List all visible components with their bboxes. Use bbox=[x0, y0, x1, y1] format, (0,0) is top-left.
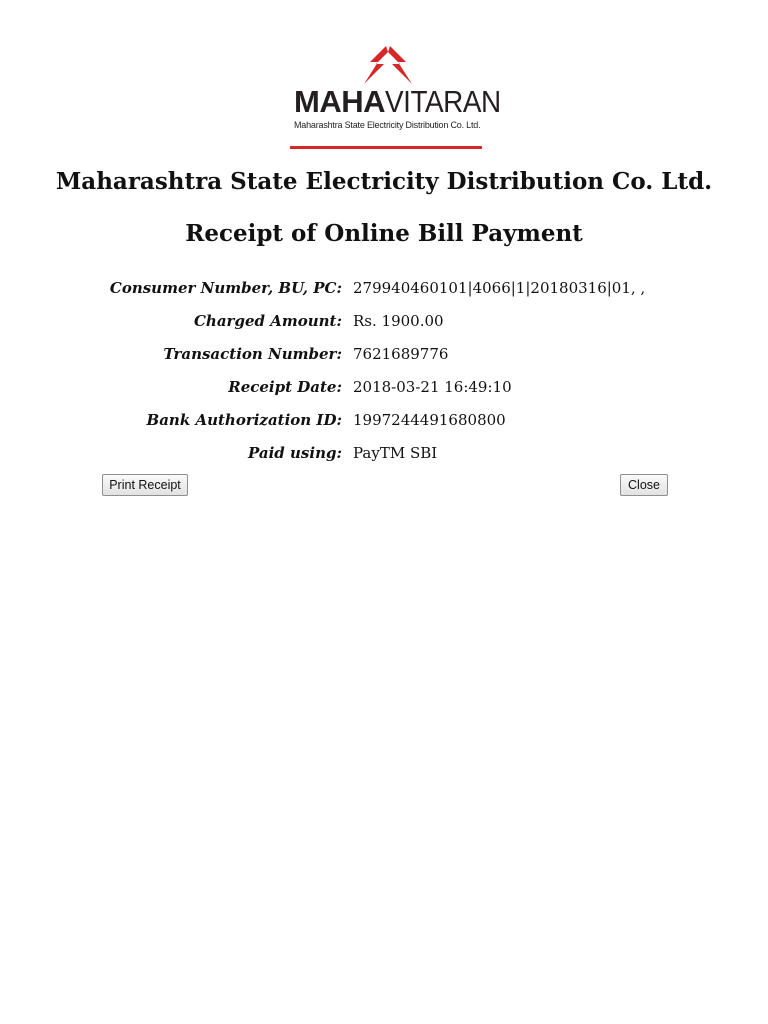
detail-value: Rs. 1900.00 bbox=[353, 312, 444, 330]
lightning-bolt-icon bbox=[350, 44, 422, 86]
print-receipt-button[interactable]: Print Receipt bbox=[102, 474, 188, 496]
logo-word-maha: MAHA bbox=[294, 84, 385, 119]
logo-subtitle: Maharashtra State Electricity Distribution Co. Ltd. bbox=[294, 120, 481, 130]
detail-label: Consumer Number, BU, PC: bbox=[109, 279, 342, 297]
mahavitaran-logo bbox=[290, 44, 501, 150]
detail-row-paid-using bbox=[0, 441, 768, 465]
detail-label: Receipt Date: bbox=[228, 378, 342, 396]
detail-label: Transaction Number: bbox=[163, 345, 342, 363]
detail-label: Paid using: bbox=[248, 444, 342, 462]
logo-word-vitaran: VITARAN bbox=[385, 84, 501, 119]
detail-value: 2018-03-21 16:49:10 bbox=[353, 378, 512, 396]
detail-row-transaction bbox=[0, 342, 768, 366]
detail-label: Charged Amount: bbox=[193, 312, 342, 330]
detail-value: 279940460101|4066|1|20180316|01, , bbox=[353, 279, 646, 297]
detail-value: PayTM SBI bbox=[353, 444, 438, 462]
detail-row-receipt-date bbox=[0, 375, 768, 399]
detail-label: Bank Authorization ID: bbox=[146, 411, 342, 429]
close-button[interactable]: Close bbox=[620, 474, 668, 496]
detail-row-consumer bbox=[0, 276, 768, 300]
organization-title: Maharashtra State Electricity Distribution Co. Ltd. bbox=[55, 168, 713, 195]
detail-value: 1997244491680800 bbox=[353, 411, 506, 429]
detail-value: 7621689776 bbox=[353, 345, 449, 363]
page-title: Receipt of Online Bill Payment bbox=[185, 220, 583, 247]
logo-wordmark bbox=[294, 86, 514, 117]
logo-underline bbox=[290, 146, 482, 149]
detail-row-bank-auth bbox=[0, 408, 768, 432]
detail-row-amount bbox=[0, 309, 768, 333]
